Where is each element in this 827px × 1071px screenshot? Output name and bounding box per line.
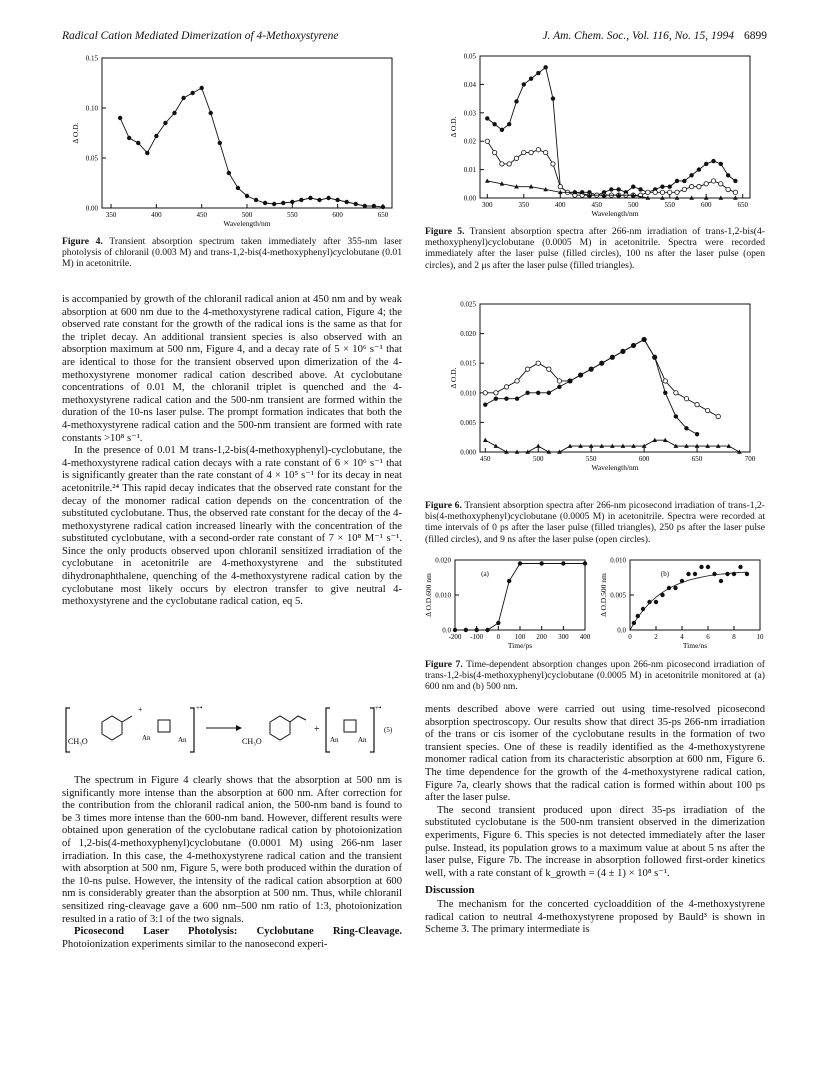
data-point-open-circle <box>704 182 708 186</box>
data-point-filled-circle <box>154 134 158 138</box>
figure-5 <box>425 50 765 227</box>
data-point-filled-circle <box>583 561 587 565</box>
x-tick-label: 6 <box>706 633 710 641</box>
x-tick-label: 2 <box>654 633 658 641</box>
data-point-filled-circle <box>515 397 519 401</box>
x-tick-label: 350 <box>518 201 530 209</box>
figure-7-caption-text: Time-dependent absorption changes upon 266-nm picosecond irradiation of trans-1,2-bis(4-methoxyphenyl)cyclobutane (0.0005 M) in acetonitrile monitored at (a) 600 nm and (b) 500 nm. <box>425 659 765 693</box>
data-point-filled-circle <box>245 194 249 198</box>
x-tick-label: 450 <box>196 211 207 219</box>
data-point-open-circle <box>536 361 540 365</box>
data-point-filled-circle <box>190 91 194 95</box>
data-point-filled-circle <box>693 572 697 576</box>
data-point-filled-circle <box>660 184 664 188</box>
data-point-filled-circle <box>551 96 555 100</box>
x-tick-label: -100 <box>470 633 484 641</box>
an-label-4: An <box>358 736 367 744</box>
x-tick-label: 0 <box>628 633 632 641</box>
data-point-filled-circle <box>568 379 572 383</box>
data-point-open-circle <box>684 397 688 401</box>
data-point-open-circle <box>557 379 561 383</box>
an-label-3: An <box>330 736 339 744</box>
x-tick-label: 350 <box>105 211 117 219</box>
data-point-filled-circle <box>706 565 710 569</box>
figure-4-caption <box>62 236 402 270</box>
paragraph-3: The spectrum in Figure 4 clearly shows that the absorption at 500 nm is significantly more intense than the absorption at 600 nm. After correction for the contribution from the chloranil radical anion, the 500-nm band is found to be 3 times more intense than the 600-nm band. However, different results were obtained upon generation of the cyclobutane radical cation by photoionization of 1,2-bis(4-methoxyphenyl)cyclobutane (0.0001 M) using 266-nm laser irradiation. In this case, the 4-methoxystyrene radical cation and the transient with absorption at 500 nm, Figure 5, were both produced within the duration of the 10-ns pulse. However, the intensity of the radical cation absorption at 600 nm is considerably greater than the absorption at 500 nm. Thus, while chloranil sensitized ring-cleavage gave a 600 nm–500 nm ratio of 1:3, photoionization resulted in a ratio of 3:1 of the two signals. <box>62 775 402 925</box>
figure-4-chart <box>62 50 402 230</box>
equation-number: (5) <box>384 726 393 734</box>
x-tick-label: 4 <box>680 633 684 641</box>
series-line <box>487 67 735 195</box>
y-tick-label: 0.0 <box>442 626 451 635</box>
data-point-filled-circle <box>522 82 526 86</box>
data-point-filled-circle <box>504 397 508 401</box>
data-point-open-circle <box>726 187 730 191</box>
x-tick-label: 300 <box>558 633 569 641</box>
data-point-filled-circle <box>127 136 131 140</box>
data-point-filled-circle <box>674 414 678 418</box>
paragraph-2: In the presence of 0.01 M trans-1,2-bis(4-methoxyphenyl)-cyclobutane, the 4-methoxystyrene radical cation decays with a rate constant of 6 × 10⁶ s⁻¹ that is significantly greater than the rate constant of 4 × 10⁵ s⁻¹ for its decay in neat acetonitrile.²⁴ This rapid decay indicates that the observed rate constant for the decay of the monomer radical cation depends on the concentration of the substituted cyclobutane. Thus, the observed rate constant for the decay of the 4-methoxystyrene radical cation increased linearly with the concentration of the substituted cyclobutane, with a second-order rate constant of 7 × 10⁸ M⁻¹ s⁻¹. Since the only products observed upon chloranil sensitized irradiation of the cyclobutane in acetonitrile are 4-methoxystyrene and the substituted dihydronaphthalene, quenching of the 4-methoxystyrene radical cation by the cyclobutane most likely occurs by electron transfer to give neutral 4-methoxystyrene and the cyclobutane radical cation, eq 5. <box>62 445 402 608</box>
data-point-filled-circle <box>654 600 658 604</box>
y-tick-label: 0.020 <box>460 330 476 339</box>
equation-5 <box>62 700 402 765</box>
data-point-filled-circle <box>711 159 715 163</box>
x-tick-label: 0 <box>496 633 501 641</box>
panel-a-label: (a) <box>481 570 489 578</box>
figure-6-caption <box>425 500 765 545</box>
data-point-filled-circle <box>335 198 339 202</box>
x-axis-label: Time/ns <box>682 641 708 650</box>
data-point-filled-circle <box>290 200 294 204</box>
data-point-open-circle <box>504 385 508 389</box>
plot-frame <box>102 58 392 208</box>
figure-5-chart <box>425 50 765 222</box>
data-point-open-circle <box>674 391 678 395</box>
plot-frame <box>480 56 750 198</box>
data-point-filled-circle <box>616 187 620 191</box>
data-point-filled-circle <box>738 565 742 569</box>
data-point-open-circle <box>689 184 693 188</box>
x-tick-label: 8 <box>732 633 736 641</box>
x-tick-label: 650 <box>737 201 748 209</box>
data-point-open-circle <box>675 190 679 194</box>
data-point-filled-circle <box>704 162 708 166</box>
x-tick-label: -200 <box>448 633 462 641</box>
y-tick-label: 0.015 <box>460 359 476 368</box>
data-point-filled-circle <box>547 391 551 395</box>
methoxy-label-2: CH₃O <box>242 737 262 746</box>
x-tick-label: 500 <box>241 211 253 219</box>
y-axis-label: Δ O.D. <box>449 367 458 389</box>
y-tick-label: 0.03 <box>463 109 476 118</box>
x-tick-label: 550 <box>585 455 597 463</box>
data-point-open-circle <box>500 162 504 166</box>
data-point-filled-circle <box>536 391 540 395</box>
data-point-filled-circle <box>543 65 547 69</box>
data-point-filled-circle <box>172 111 176 115</box>
data-point-open-circle <box>485 139 489 143</box>
an-label-2: An <box>178 736 187 744</box>
data-point-filled-circle <box>136 141 140 145</box>
data-point-filled-circle <box>354 202 358 206</box>
x-tick-label: 600 <box>700 201 712 209</box>
y-tick-label: 0.10 <box>85 104 98 113</box>
data-point-open-circle <box>543 150 547 154</box>
data-point-filled-circle <box>529 77 533 81</box>
data-point-filled-circle <box>610 355 614 359</box>
data-point-filled-circle <box>474 628 478 632</box>
x-tick-label: 600 <box>638 455 650 463</box>
data-point-filled-circle <box>181 96 185 100</box>
x-tick-label: 550 <box>287 211 298 219</box>
panel-b-label: (b) <box>660 570 670 578</box>
data-point-filled-circle <box>621 349 625 353</box>
data-point-filled-circle <box>483 402 487 406</box>
data-point-filled-circle <box>507 122 511 126</box>
data-point-filled-circle <box>719 579 723 583</box>
data-point-filled-circle <box>600 361 604 365</box>
left-column-text <box>62 294 402 609</box>
data-point-filled-circle <box>492 122 496 126</box>
x-tick-label: 650 <box>691 455 703 463</box>
data-point-filled-circle <box>682 179 686 183</box>
data-point-filled-circle <box>299 198 303 202</box>
an-label-1: An <box>142 734 151 742</box>
left-column-text-2 <box>62 775 402 951</box>
y-tick-label: 0.04 <box>463 80 476 89</box>
data-point-filled-circle <box>689 173 693 177</box>
data-point-filled-circle <box>494 397 498 401</box>
data-point-open-circle <box>695 402 699 406</box>
y-tick-label: 0.15 <box>85 54 98 63</box>
data-point-open-circle <box>483 391 487 395</box>
data-point-filled-circle <box>507 579 511 583</box>
plot-frame <box>630 560 760 630</box>
series-line <box>485 340 697 435</box>
series-line <box>120 88 383 207</box>
figure-4 <box>62 50 402 235</box>
data-point-open-circle <box>733 190 737 194</box>
section-heading-picosecond: Picosecond Laser Photolysis: Cyclobutane Ring-Cleavage. <box>74 926 402 938</box>
y-axis-label: Δ O.D.600 nm <box>424 573 433 617</box>
figure-7-caption-label: Figure 7. <box>425 659 463 670</box>
data-point-filled-circle <box>145 151 149 155</box>
y-tick-label: 0.010 <box>610 556 626 565</box>
data-point-filled-circle <box>163 121 167 125</box>
y-axis-label: Δ O.D.500 nm <box>599 573 608 617</box>
y-tick-label: 0.020 <box>435 556 451 565</box>
data-point-filled-circle <box>500 128 504 132</box>
data-point-filled-circle <box>719 162 723 166</box>
x-tick-label: 10 <box>756 633 764 641</box>
data-point-open-circle <box>558 184 562 188</box>
plot-frame <box>455 560 585 630</box>
y-tick-label: 0.010 <box>460 389 476 398</box>
figure-6 <box>425 298 765 489</box>
data-point-filled-circle <box>317 198 321 202</box>
data-point-filled-circle <box>631 343 635 347</box>
figure-5-caption <box>425 226 765 271</box>
y-tick-label: 0.05 <box>463 52 476 61</box>
data-point-open-circle <box>682 187 686 191</box>
data-point-open-circle <box>547 367 551 371</box>
data-point-filled-circle <box>686 572 690 576</box>
x-tick-label: 600 <box>332 211 343 219</box>
data-point-open-circle <box>711 179 715 183</box>
y-axis-label: Δ O.D. <box>71 122 80 144</box>
data-point-filled-circle <box>684 426 688 430</box>
data-point-open-circle <box>719 182 723 186</box>
data-point-open-circle <box>529 150 533 154</box>
y-tick-label: 0.005 <box>610 591 626 600</box>
data-point-filled-triangle <box>485 178 490 182</box>
data-point-filled-circle <box>272 202 276 206</box>
y-tick-label: 0.0 <box>617 626 626 635</box>
x-tick-label: 100 <box>514 633 526 641</box>
right-column-text <box>425 704 765 937</box>
figure-6-caption-text: Transient absorption spectra after 266-nm picosecond irradiation of trans-1,2-bis(4-methoxyphenyl)cyclobutane (0.0005 M) in acetonitrile. Spectra were recorded at time intervals of 0 ps after the laser pulse (filled triangles), 250 ps after the laser pulse (filled circles), and 9 ns after the laser pulse (open circles). <box>425 500 765 545</box>
data-point-filled-circle <box>236 186 240 190</box>
plot-frame <box>480 304 750 452</box>
data-point-filled-circle <box>363 204 367 208</box>
data-point-open-circle <box>663 379 667 383</box>
data-point-filled-circle <box>199 86 203 90</box>
x-tick-label: 400 <box>151 211 162 219</box>
data-point-filled-circle <box>209 111 213 115</box>
data-point-open-circle <box>697 184 701 188</box>
data-point-filled-circle <box>673 586 677 590</box>
data-point-filled-circle <box>118 116 122 120</box>
data-point-filled-circle <box>525 391 529 395</box>
figure-7-caption <box>425 659 765 693</box>
data-point-filled-circle <box>514 99 518 103</box>
figure-6-caption-label: Figure 6. <box>425 500 462 511</box>
data-point-filled-circle <box>697 167 701 171</box>
data-point-filled-circle <box>464 628 468 632</box>
data-point-filled-circle <box>557 385 561 389</box>
y-tick-label: 0.02 <box>463 137 476 146</box>
x-tick-label: 400 <box>555 201 566 209</box>
data-point-filled-circle <box>642 337 646 341</box>
figure-7 <box>425 552 765 657</box>
data-point-filled-circle <box>536 71 540 75</box>
x-axis-label: Wavelength/nm <box>591 463 639 472</box>
data-point-filled-circle <box>227 171 231 175</box>
x-tick-label: 450 <box>591 201 603 209</box>
data-point-filled-circle <box>381 205 385 209</box>
data-point-open-circle <box>522 150 526 154</box>
data-point-filled-circle <box>699 565 703 569</box>
discussion-heading: Discussion <box>425 884 475 897</box>
data-point-open-circle <box>494 391 498 395</box>
series-line <box>485 340 718 417</box>
data-point-open-circle <box>653 190 657 194</box>
y-tick-label: 0.05 <box>85 154 98 163</box>
data-point-filled-circle <box>281 201 285 205</box>
running-header-title: Radical Cation Mediated Dimerization of 4-Methoxystyrene <box>62 30 339 42</box>
figure-4-caption-text: Transient absorption spectrum taken immediately after 355-nm laser photolysis of chloranil (0.003 M) and trans-1,2-bis(4-methoxyphenyl)cyclobutane (0.01 M) in acetonitrile. <box>62 236 402 270</box>
data-point-filled-circle <box>561 561 565 565</box>
data-point-filled-circle <box>485 116 489 120</box>
y-tick-label: 0.025 <box>460 300 476 309</box>
y-tick-label: 0.01 <box>463 166 476 175</box>
data-point-filled-triangle <box>536 444 541 448</box>
page-number: 6899 <box>744 30 767 42</box>
running-header-journal <box>542 30 767 42</box>
y-tick-label: 0.00 <box>85 204 98 213</box>
data-point-filled-circle <box>653 355 657 359</box>
paragraph-1: is accompanied by growth of the chloranil radical anion at 450 nm and by weak absorption at 600 nm due to the 4-methoxystyrene radical cation, Figure 4; the observed rate constant for the growth of the radical ions is the same as that for the triplet decay. An additional transient species is also observed with an absorption maximum at 500 nm, Figure 4, and a decay rate of 5 × 10⁶ s⁻¹ that are identical to those for the transient observed upon dimerization of the 4-methoxystyrene monomer radical cation described above. At cyclobutane concentrations of 0.01 M, the chloranil triplet is quenched and the 4-methoxystyrene radical cation and the 500-nm transient are formed within the duration of the 10-ns laser pulse. The prompt formation indicates that both the 4-methoxystyrene radical cation and the 500-nm transient are formed with rate constants >10⁸ s⁻¹. <box>62 294 402 444</box>
data-point-filled-circle <box>485 628 489 632</box>
data-point-filled-circle <box>589 367 593 371</box>
data-point-filled-circle <box>695 432 699 436</box>
figure-5-caption-label: Figure 5. <box>425 226 465 237</box>
paragraph-6: The second transient produced upon direct 35-ps irradiation of the substituted cyclobutane is the 500-nm transient observed in the dimerization experiments, Figure 6. This species is not detected immediately after the laser pulse. Instead, its population grows to a maximum value at about 5 ns after the laser pulse, Figure 7b. The increase in absorption followed first-order kinetics well, with a rate constant of k_growth = (4 ± 1) × 10⁸ s⁻¹. <box>425 804 765 879</box>
y-tick-label: 0.010 <box>435 591 451 600</box>
data-point-open-circle <box>492 150 496 154</box>
x-tick-label: 550 <box>664 201 675 209</box>
x-axis-label: Wavelength/nm <box>223 219 271 228</box>
series-line <box>455 564 585 631</box>
y-tick-label: 0.000 <box>460 448 476 457</box>
data-point-filled-circle <box>631 184 635 188</box>
data-point-filled-circle <box>609 187 613 191</box>
data-point-open-circle <box>536 148 540 152</box>
figure-7-chart <box>425 552 765 652</box>
data-point-filled-circle <box>675 179 679 183</box>
data-point-open-circle <box>525 367 529 371</box>
data-point-open-circle <box>551 162 555 166</box>
x-tick-label: 200 <box>536 633 547 641</box>
x-tick-label: 400 <box>579 633 591 641</box>
figure-4-caption-label: Figure 4. <box>62 236 103 247</box>
x-tick-label: 300 <box>482 201 493 209</box>
data-point-filled-circle <box>326 196 330 200</box>
equation-5-graphic <box>62 700 402 760</box>
figure-5-caption-text: Transient absorption spectra after 266-nm irradiation of trans-1,2-bis(4-methoxyphenyl)cyclobutane (0.0005 M) in acetonitrile. Spectra were recorded immediately after the laser pulse (filled circles), 100 ns after the laser pulse (open circles), and 2 μs after the laser pulse (filled triangles). <box>425 226 765 271</box>
data-point-filled-circle <box>344 200 348 204</box>
figure-6-chart <box>425 298 765 484</box>
journal-citation: J. Am. Chem. Soc., Vol. 116, No. 15, 1994 <box>542 30 734 42</box>
data-point-filled-circle <box>726 173 730 177</box>
data-point-filled-circle <box>218 141 222 145</box>
data-point-filled-circle <box>254 198 258 202</box>
x-tick-label: 500 <box>627 201 639 209</box>
data-point-open-circle <box>705 408 709 412</box>
paragraph-5: ments described above were carried out using time-resolved picosecond absorption spectroscopy. Our results show that direct 35-ps 266-nm irradiation of the trans or cis isomer of the cyclobutane results in the formation of two transient species. One of these is readily identified as the 4-methoxystyrene monomer radical cation from its characteristic absorption at 600 nm, Figure 6. The time dependence for the growth of the 4-methoxystyrene radical cation, Figure 7a, clearly shows that the radical cation is formed within about 100 ps after the laser pulse. <box>425 704 765 804</box>
x-tick-label: 450 <box>480 455 491 463</box>
data-point-open-circle <box>716 414 720 418</box>
data-point-filled-circle <box>263 201 267 205</box>
x-axis-label: Time/ps <box>507 641 533 650</box>
data-point-filled-circle <box>668 184 672 188</box>
data-point-filled-circle <box>578 373 582 377</box>
data-point-filled-circle <box>539 561 543 565</box>
paragraph-7: The mechanism for the concerted cycloaddition of the 4-methoxystyrene radical cation to neutral 4-methoxystyrene proposed by Bauld³ is shown in Scheme 3. The primary intermediate is <box>425 898 765 936</box>
paragraph-4: Photoionization experiments similar to the nanosecond experi- <box>62 938 328 950</box>
data-point-filled-circle <box>453 628 457 632</box>
charge-label-2: +• <box>375 704 382 712</box>
plus-sign-2: + <box>314 724 320 735</box>
data-point-open-circle <box>668 190 672 194</box>
data-point-filled-triangle <box>494 444 499 448</box>
data-point-open-circle <box>514 156 518 160</box>
data-point-filled-triangle <box>483 438 488 442</box>
data-point-filled-circle <box>496 621 500 625</box>
data-point-open-circle <box>515 379 519 383</box>
data-point-open-circle <box>507 162 511 166</box>
x-tick-label: 650 <box>377 211 389 219</box>
data-point-filled-circle <box>308 196 312 200</box>
x-axis-label: Wavelength/nm <box>591 209 639 218</box>
charge-label-1: +• <box>196 704 203 712</box>
data-point-open-circle <box>646 190 650 194</box>
plus-sign-1: + <box>138 705 143 714</box>
data-point-filled-circle <box>372 204 376 208</box>
y-axis-label: Δ O.D. <box>449 116 458 138</box>
y-tick-label: 0.005 <box>460 418 476 427</box>
data-point-filled-circle <box>663 391 667 395</box>
data-point-open-circle <box>660 190 664 194</box>
x-tick-label: 500 <box>532 455 544 463</box>
data-point-filled-circle <box>518 561 522 565</box>
data-point-filled-circle <box>733 179 737 183</box>
y-tick-label: 0.00 <box>463 194 476 203</box>
data-point-filled-circle <box>638 187 642 191</box>
x-tick-label: 700 <box>744 455 756 463</box>
methoxy-label-1: CH₃O <box>68 737 88 746</box>
